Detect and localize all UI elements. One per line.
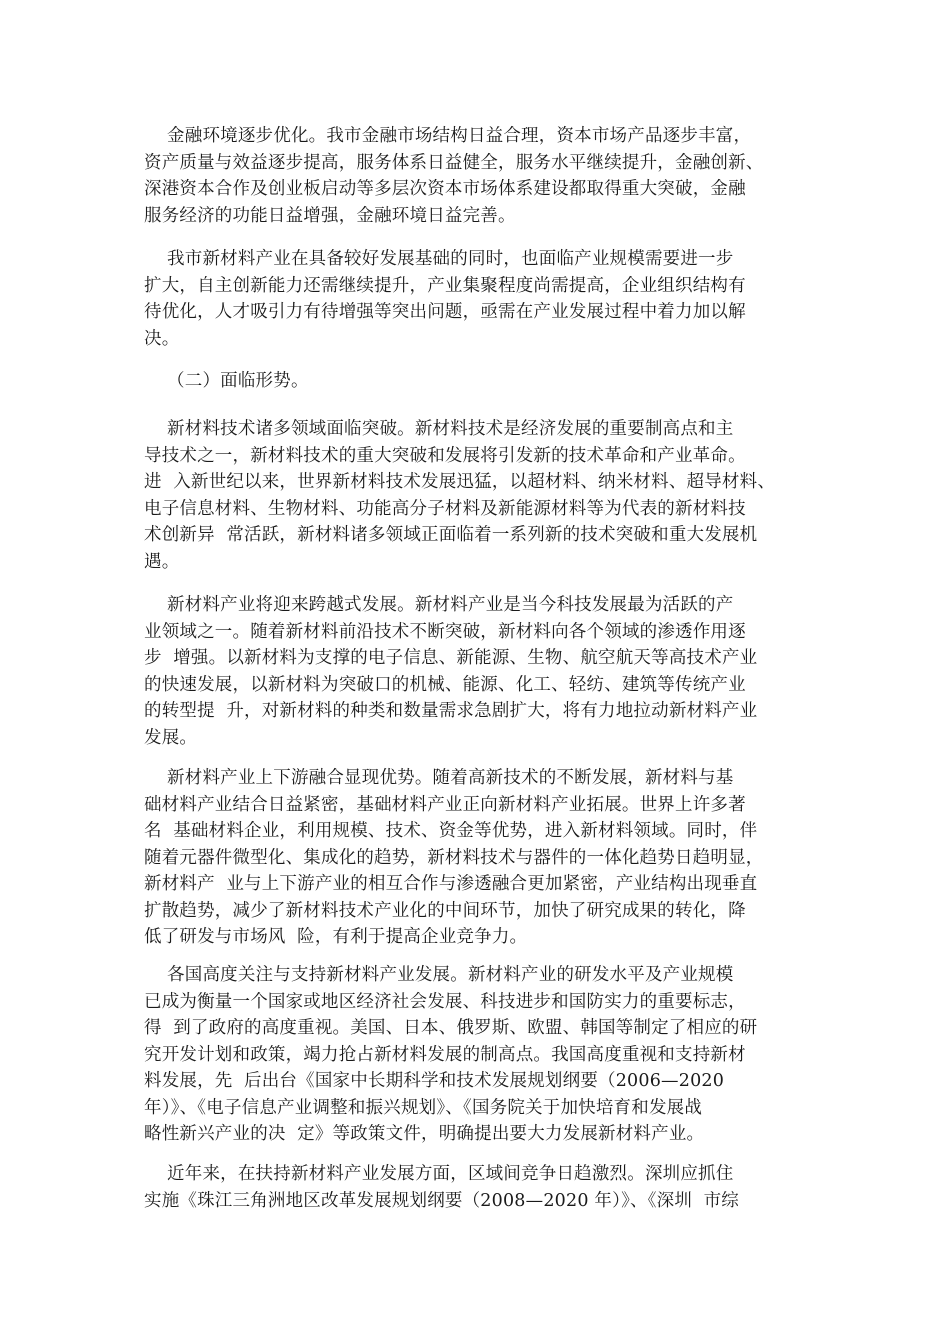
paragraph-industry-problems (144, 246, 814, 352)
paragraph-technology-breakthrough (144, 416, 814, 575)
text-line: 业领域之一。随着新材料前沿技术不断突破，新材料向各个领域的渗透作用逐 (144, 621, 746, 642)
text-line: 近年来，在扶持新材料产业发展方面，区域间竞争日趋激烈。深圳应抓住 (144, 1164, 734, 1184)
text-line: 扩大，自主创新能力还需继续提升，产业集聚程度尚需提高，企业组织结构有 (144, 275, 746, 296)
text-line: 决。 (144, 328, 180, 349)
text-line: 名 基础材料企业，利用规模、技术、资金等优势，进入新材料领域。同时，伴 (144, 821, 758, 841)
text-line: 年）》、《电子信息产业调整和振兴规划》、《国务院关于加快培育和发展战 (144, 1097, 703, 1118)
paragraph-national-support (144, 962, 814, 1148)
text-line: 的快速发展，以新材料为突破口的机械、能源、化工、轻纺、建筑等传统产业 (144, 674, 746, 695)
text-line: 步 增强。以新材料为支撑的电子信息、新能源、生物、航空航天等高技术产业 (144, 648, 758, 668)
text-line: 得 到了政府的高度重视。美国、日本、俄罗斯、欧盟、韩国等制定了相应的研 (144, 1018, 758, 1038)
text-line: 服务经济的功能日益增强，金融环境日益完善。 (144, 205, 516, 226)
text-line: 已成为衡量一个国家或地区经济社会发展、科技进步和国防实力的重要标志， (144, 991, 746, 1012)
text-line: 实施《珠江三角洲地区改革发展规划纲要（2008—2020 年）》、《深圳 市综 (144, 1190, 740, 1211)
text-line: 新材料技术诸多领域面临突破。新材料技术是经济发展的重要制高点和主 (144, 419, 734, 439)
paragraph-leapfrog-development (144, 592, 814, 751)
heading-line: （二）面临形势。 (144, 371, 309, 391)
text-line: 新材料产业将迎来跨越式发展。新材料产业是当今科技发展最为活跃的产 (144, 595, 734, 615)
text-line: 深港资本合作及创业板启动等多层次资本市场体系建设都取得重大突破，金融 (144, 179, 746, 199)
text-line: 的转型提 升，对新材料的种类和数量需求急剧扩大，将有力地拉动新材料产业 (144, 701, 758, 721)
text-line: 导技术之一，新材料技术的重大突破和发展将引发新的技术革命和产业革命。 (144, 445, 746, 466)
paragraph-upstream-downstream (144, 765, 814, 951)
paragraph-financial-environment (144, 123, 814, 229)
text-line: 略性新兴产业的决 定》等政策文件，明确提出要大力发展新材料产业。 (144, 1124, 705, 1144)
text-line: 术创新异 常活跃，新材料诸多领域正面临着一系列新的技术突破和重大发展机 (144, 525, 758, 545)
text-line: 电子信息材料、生物材料、功能高分子材料及新能源材料等为代表的新材料技 (144, 498, 746, 519)
text-line: 各国高度关注与支持新材料产业发展。新材料产业的研发水平及产业规模 (144, 965, 734, 985)
section-heading (144, 368, 814, 395)
text-line: 资产质量与效益逐步提高，服务体系日益健全，服务水平继续提升，金融创新、 (144, 152, 764, 173)
text-line: 础材料产业结合日益紧密，基础材料产业正向新材料产业拓展。世界上许多著 (144, 794, 746, 815)
text-line: 新材料产业上下游融合显现优势。随着高新技术的不断发展，新材料与基 (144, 768, 734, 788)
text-line: 进 入新世纪以来，世界新材料技术发展迅猛，以超材料、纳米材料、超导材料、 (144, 472, 776, 492)
text-line: 扩散趋势，减少了新材料技术产业化的中间环节，加快了研究成果的转化，降 (144, 900, 746, 921)
text-line: 究开发计划和政策，竭力抢占新材料发展的制高点。我国高度重视和支持新材 (144, 1044, 746, 1065)
text-line: 遇。 (144, 551, 180, 572)
text-line: 料发展，先 后出台《国家中长期科学和技术发展规划纲要（2006—2020 (144, 1071, 725, 1091)
paragraph-regional-competition (144, 1161, 814, 1214)
text-line: 低了研发与市场风 险，有利于提高企业竞争力。 (144, 927, 528, 947)
text-line: 金融环境逐步优化。我市金融市场结构日益合理，资本市场产品逐步丰富， (144, 126, 752, 146)
text-line: 发展。 (144, 727, 198, 748)
text-line: 我市新材料产业在具备较好发展基础的同时，也面临产业规模需要进一步 (144, 249, 734, 269)
text-line: 随着元器件微型化、集成化的趋势，新材料技术与器件的一体化趋势日趋明显， (144, 847, 764, 868)
text-line: 待优化，人才吸引力有待增强等突出问题，亟需在产业发展过程中着力加以解 (144, 302, 746, 322)
text-line: 新材料产 业与上下游产业的相互合作与渗透融合更加紧密，产业结构出现垂直 (144, 874, 758, 894)
